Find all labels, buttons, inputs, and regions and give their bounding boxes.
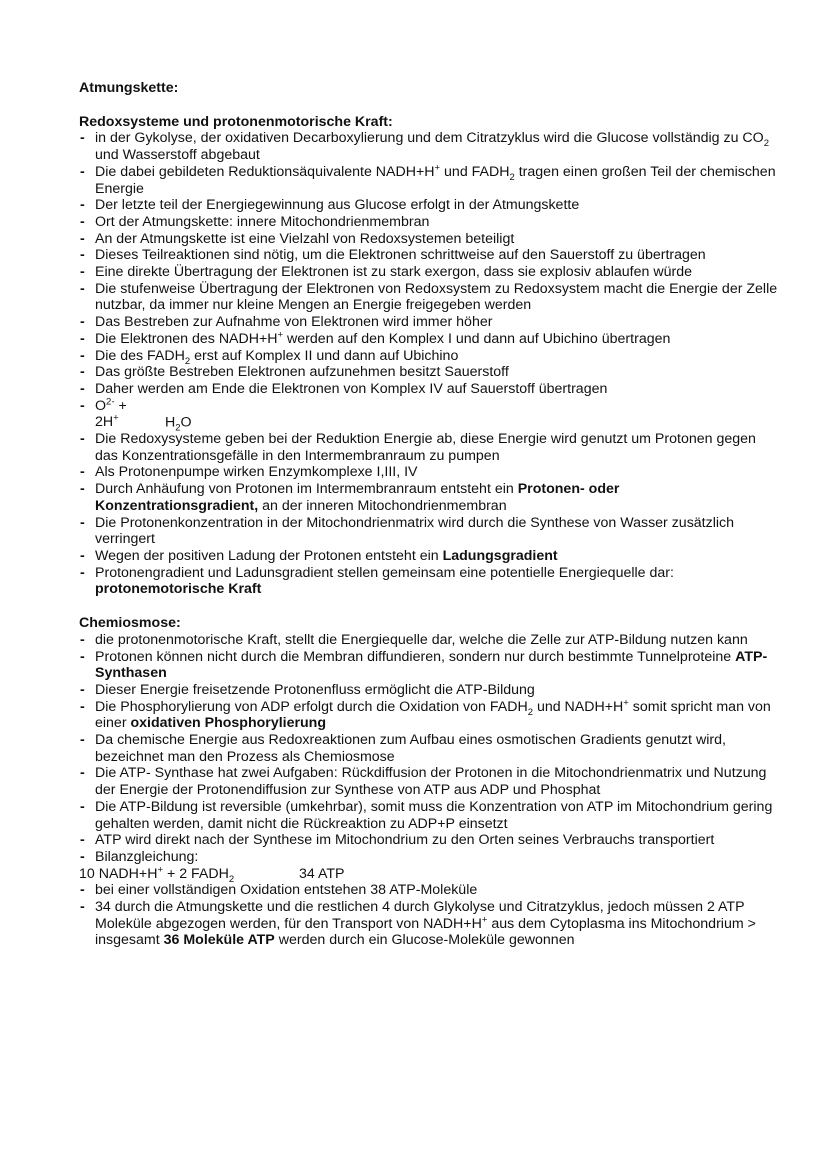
list-item: - Dieser Energie freisetzende Protonenfluss ermöglicht die ATP-Bildung xyxy=(79,682,779,699)
list-item: - Die Elektronen des NADH+H+ werden auf den Komplex I und dann auf Ubichino übertragen xyxy=(79,331,779,348)
document-page xyxy=(79,80,779,949)
list-item: - Die Protonenkonzentration in der Mitochondrienmatrix wird durch die Synthese von Wasser zusätzlich verringert xyxy=(79,515,779,548)
list-item: - Als Protonenpumpe wirken Enzymkomplexe I,III, IV xyxy=(79,464,779,481)
list-item: - in der Gykolyse, der oxidativen Decarboxylierung und dem Citratzyklus wird die Glucose vollständig zu $CO_2$ und Wasserstoff abgebaut xyxy=(79,130,779,163)
list-item: - Durch Anhäufung von Protonen im Intermembranraum entsteht ein Protonen- oder Konzentrationsgradient, an der inneren Mitochondrienmembran xyxy=(79,481,779,514)
list-item: - Die ATP-Bildung ist reversible (umkehrbar), somit muss die Konzentration von ATP im Mitochondrium gering gehalten werden, damit nicht die Rückreaktion zu ADP+P einsetzt xyxy=(79,799,779,832)
balance-equation: 10 NADH+H+ + 2 $FADH_2$ 34 ATP xyxy=(79,863,345,885)
list-item: - Wegen der positiven Ladung der Protonen entsteht ein Ladungsgradient xyxy=(79,548,779,565)
list-item: - Ort der Atmungskette: innere Mitochondrienmembran xyxy=(79,214,779,231)
list-item: - ATP wird direkt nach der Synthese im Mitochondrium zu den Orten seines Verbrauchs transportiert xyxy=(79,832,779,849)
list-item: - Protonen können nicht durch die Membran diffundieren, sondern nur durch bestimmte Tunnelproteine ATP- Synthasen xyxy=(79,649,779,682)
list-item: - Eine direkte Übertragung der Elektronen ist zu stark exergon, dass sie explosiv ablaufen würde xyxy=(79,264,779,281)
list-item: - Protonengradient und Ladunsgradient stellen gemeinsam eine potentielle Energiequelle dar: protonemotorische Kraft xyxy=(79,565,779,598)
list-item: - Die ATP- Synthase hat zwei Aufgaben: Rückdiffusion der Protonen in die Mitochondrienmatrix und Nutzung der Energie der Protonendiffusion zur Synthese von ATP aus ADP und Phosphat xyxy=(79,765,779,798)
page-title: Atmungskette: xyxy=(79,80,179,96)
list-item: - Bilanzgleichung: xyxy=(79,849,779,866)
list-item: - Die Redoxysysteme geben bei der Reduktion Energie ab, diese Energie wird genutzt um Protonen gegen das Konzentrationsgefälle in den Intermembranraum zu pumpen xyxy=(79,431,779,464)
chemiosmose-list-2 xyxy=(79,882,779,949)
list-item: - Das Bestreben zur Aufnahme von Elektronen wird immer höher xyxy=(79,314,779,331)
list-item: - bei einer vollständigen Oxidation entstehen 38 ATP-Moleküle xyxy=(79,882,779,899)
list-item: - An der Atmungskette ist eine Vielzahl von Redoxsystemen beteiligt xyxy=(79,231,779,248)
list-item: - Die des $FADH_2$ erst auf Komplex II und dann auf Ubichino xyxy=(79,348,779,365)
list-item: - Der letzte teil der Energiegewinnung aus Glucose erfolgt in der Atmungskette xyxy=(79,197,779,214)
spacer xyxy=(79,598,779,615)
list-item: - Daher werden am Ende die Elektronen von Komplex IV auf Sauerstoff übertragen xyxy=(79,381,779,398)
list-item: - 34 durch die Atmungskette und die restlichen 4 durch Glykolyse und Citratzyklus, jedoch müssen 2 ATP Moleküle abgezogen werden, für den Transport von NADH+H+ aus dem Cytoplasma ins Mitochondrium > insgesamt 36 Moleküle ATP werden durch ein Glucose-Moleküle gewonnen xyxy=(79,899,779,949)
list-item: - Die stufenweise Übertragung der Elektronen von Redoxsystem zu Redoxsystem macht die Energie der Zelle nutzbar, da immer nur kleine Mengen an Energie freigegeben werden xyxy=(79,281,779,314)
redox-list xyxy=(79,130,779,598)
list-item: - Das größte Bestreben Elektronen aufzunehmen besitzt Sauerstoff xyxy=(79,364,779,381)
list-item: - $O^{2-} + 2H^+$ $H_2O$ xyxy=(79,398,779,431)
list-item: - Da chemische Energie aus Redoxreaktionen zum Aufbau eines osmotischen Gradients genutzt wird, bezeichnet man den Prozess als Chemiosmose xyxy=(79,732,779,765)
list-item: - die protonenmotorische Kraft, stellt die Energiequelle dar, welche die Zelle zur ATP-Bildung nutzen kann xyxy=(79,632,779,649)
list-item: - Die dabei gebildeten Reduktionsäquivalente NADH+H+ und $FADH_2$ tragen einen großen Teil der chemischen Energie xyxy=(79,164,779,197)
chemiosmose-list xyxy=(79,632,779,866)
section-heading-redox: Redoxsysteme und protonenmotorische Kraft: xyxy=(79,113,393,130)
list-item: - Dieses Teilreaktionen sind nötig, um die Elektronen schrittweise auf den Sauerstoff zu übertragen xyxy=(79,247,779,264)
section-heading-chemiosmose: Chemiosmose: xyxy=(79,615,181,632)
list-item: - Die Phosphorylierung von ADP erfolgt durch die Oxidation von $FADH_2$ und NADH+H+ somit spricht man von einer oxidativen Phosphorylierung xyxy=(79,699,779,732)
